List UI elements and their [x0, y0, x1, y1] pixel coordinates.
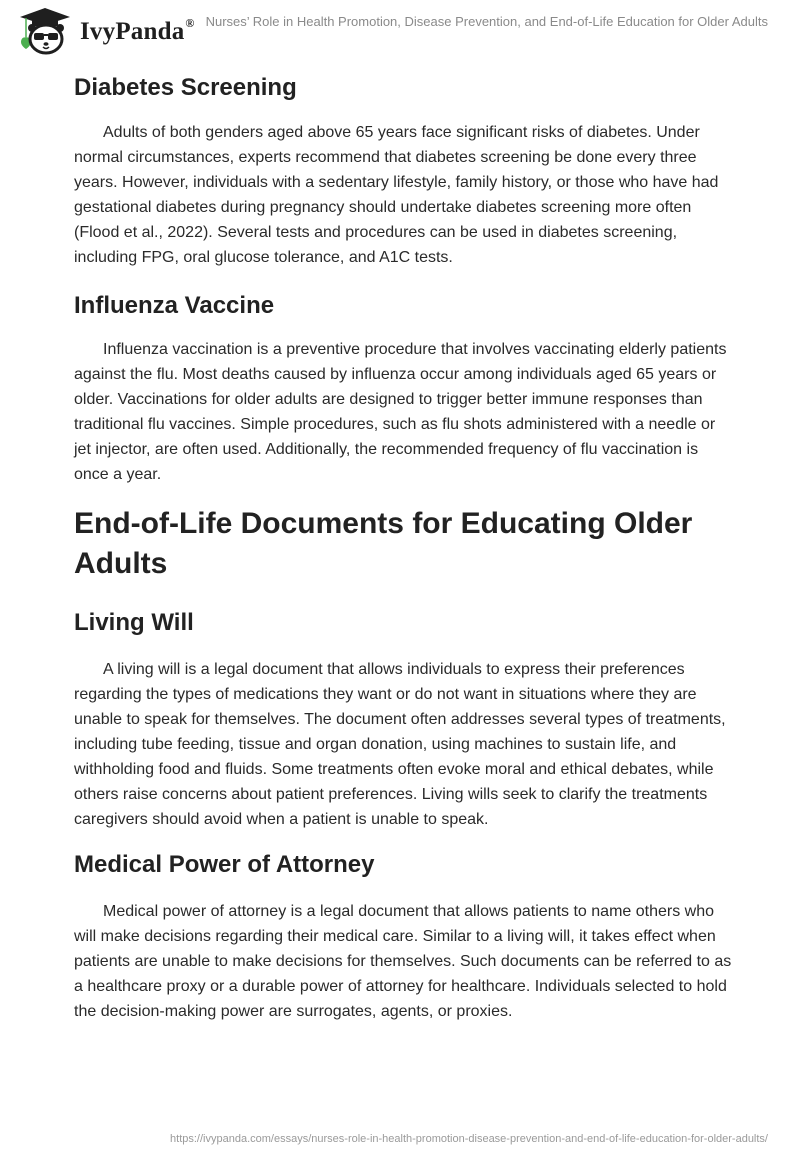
heading-influenza-vaccine: Influenza Vaccine — [74, 292, 275, 319]
ivypanda-logo[interactable] — [18, 6, 195, 56]
page-header — [0, 0, 800, 60]
source-url[interactable]: https://ivypanda.com/essays/nurses-role-in-health-promotion-disease-prevention-and-end-of-life-education-for-older-adults/ — [170, 1133, 768, 1145]
paragraph-medical-power-of-attorney: Medical power of attorney is a legal document that allows patients to name others who will make decisions regarding their medical care. Similar to a living will, it takes effect when patients are unable to make decisions for themselves. Such documents can be referred to as a healthcare proxy or a durable power of attorney for healthcare. Individuals selected to hold the decision-making power are surrogates, agents, or proxies. — [74, 903, 732, 1020]
heading-living-will: Living Will — [74, 609, 194, 636]
panda-graduate-icon — [18, 6, 72, 56]
registered-mark: ® — [185, 16, 195, 30]
heading-medical-power-of-attorney: Medical Power of Attorney — [74, 851, 375, 878]
paragraph-influenza-vaccine: Influenza vaccination is a preventive procedure that involves vaccinating elderly patients against the flu. Most deaths caused by influenza occur among individuals aged 65 years or older. Vaccinations for older adults are designed to trigger better immune responses than traditional flu vaccines. Simple procedures, such as flu shots administered with a needle or jet injector, are often used. Additionally, the recommended frequency of flu vaccination is once a year. — [74, 341, 727, 483]
brand-name: IvyPanda® — [80, 16, 195, 45]
heading-end-of-life-documents: End-of-Life Documents for Educating Older Adults — [74, 507, 693, 580]
paragraph-living-will: A living will is a legal document that allows individuals to express their preferences regarding the types of medications they want or do not want in situations where they are unable to speak for themselves. The document often addresses several types of treatments, including tube feeding, tissue and organ donation, using machines to sustain life, and withholding food and fluids. Some treatments often evoke moral and ethical debates, while others raise concerns about patient preferences. Living wills seek to clarify the treatments caregivers should avoid when a patient is unable to speak. — [74, 661, 726, 828]
paragraph-diabetes-screening: Adults of both genders aged above 65 years face significant risks of diabetes. Under normal circumstances, experts recommend that diabetes screening be done every three years. However, individuals with a sedentary lifestyle, family history, or those who have had gestational diabetes during pregnancy should undertake diabetes screening more often (Flood et al., 2022). Several tests and procedures can be used in diabetes screening, including FPG, oral glucose tolerance, and A1C tests. — [74, 124, 719, 266]
heading-diabetes-screening: Diabetes Screening — [74, 74, 297, 101]
document-title: Nurses’ Role in Health Promotion, Disease Prevention, and End-of-Life Education for Older Adults — [205, 14, 768, 29]
